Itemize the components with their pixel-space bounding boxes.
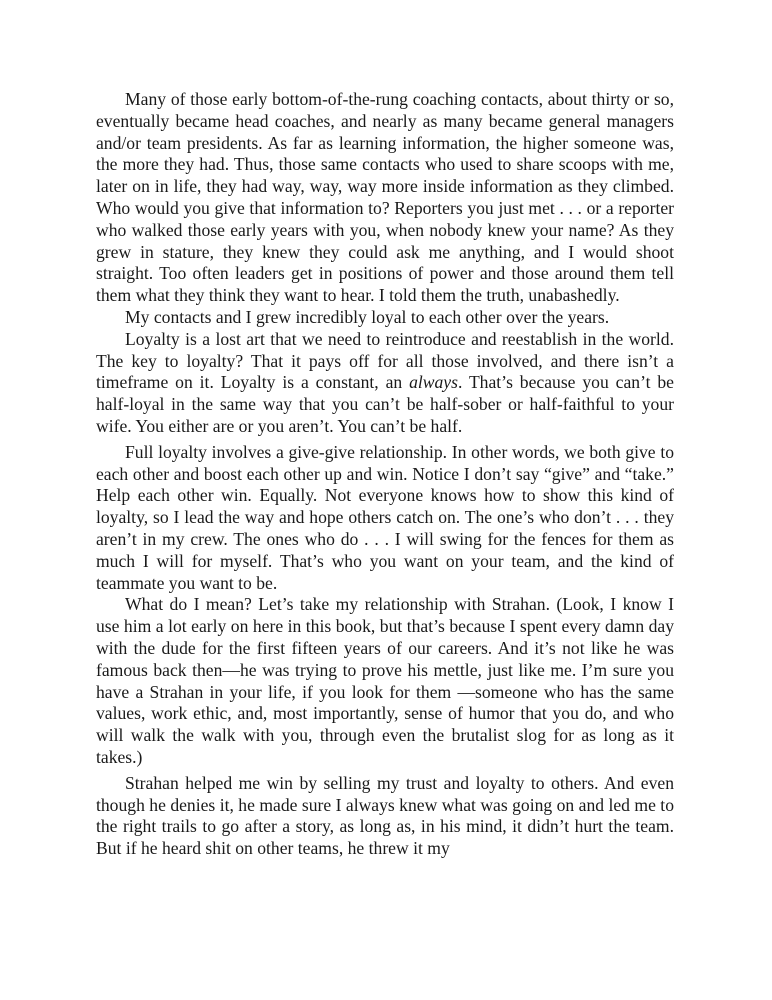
paragraph-text-segment: . That’s because you can’t be half-loyal in the same way that you can’t be half-sober or half-faithful to your wife. You either are or you aren’t. You can’t be half.: [96, 372, 674, 436]
paragraph-full-loyalty: Full loyalty involves a give-give relationship. In other words, we both give to each other and boost each other up and win. Notice I don’t say “give” and “take.” Help each other win. Equally. Not everyone knows how to show this kind of loyalty, so I lead the way and hope others catch on. The one’s who don’t . . . they aren’t in my crew. The ones who do . . . I will swing for the fences for them as much I will for myself. That’s who you want on your team, and the kind of teammate you want to be.: [96, 441, 674, 593]
paragraph-strahan-helped: Strahan helped me win by selling my trust and loyalty to others. And even though he denies it, he made sure I always knew what was going on and led me to the right trails to go after a story, as long as, in his mind, it didn’t hurt the team. But if he heard shit on other teams, he threw it my: [96, 772, 674, 859]
book-page-body: [96, 89, 674, 860]
paragraph-strahan-relationship: What do I mean? Let’s take my relationship with Strahan. (Look, I know I use him a lot early on here in this book, but that’s because I spent every damn day with the dude for the first fifteen years of our careers. And it’s not like he was famous back then—he was trying to prove his mettle, just like me. I’m sure you have a Strahan in your life, if you look for them —someone who has the same values, work ethic, and, most importantly, sense of humor that you do, and who will walk the walk with you, through even the brutalist slog for as long as it takes.): [96, 594, 674, 767]
paragraph-loyalty-lost-art: [96, 329, 674, 438]
paragraph-loyal-contacts: My contacts and I grew incredibly loyal to each other over the years.: [125, 306, 610, 327]
paragraph-text-segment: Loyalty is a lost art that we need to reintroduce and reestablish in the world. The key to loyalty? That it pays off for all those involved, and there isn’t a timeframe on it. Loyalty is a constant, an: [96, 328, 674, 393]
emphasis-always: always: [409, 372, 458, 393]
paragraph-contacts: Many of those early bottom-of-the-rung coaching contacts, about thirty or so, eventually became head coaches, and nearly as many became general managers and/or team presidents. As far as learning information, the higher someone was, the more they had. Thus, those same contacts who used to share scoops with me, later on in life, they had way, way, way more inside information as they climbed. Who would you give that information to? Reporters you just met . . . or a reporter who walked those early years with you, when nobody knew your name? As they grew in stature, they knew they could ask me anything, and I would shoot straight. Too often leaders get in positions of power and those around them tell them what they think they want to hear. I told them the truth, unabashedly.: [96, 89, 674, 306]
